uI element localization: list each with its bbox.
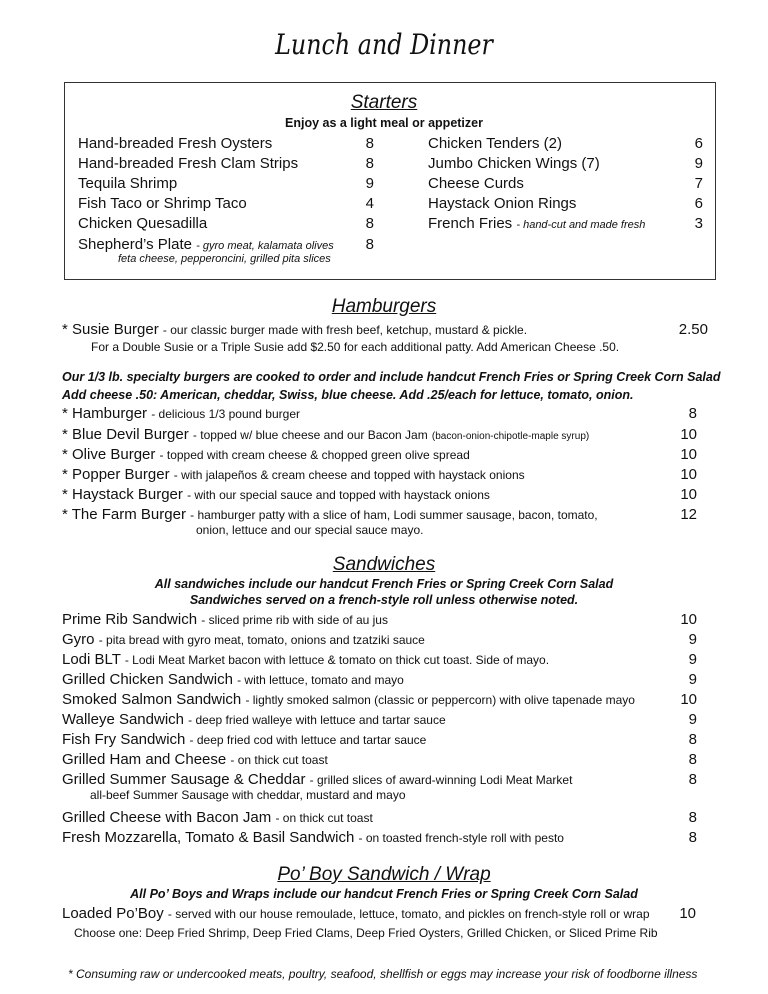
poboy-subtitle: All Po’ Boys and Wraps include our handcut French Fries or Spring Creek Corn Salad	[130, 887, 638, 901]
item-price: 10	[680, 611, 697, 628]
item-price: 8	[688, 829, 697, 846]
menu-item	[78, 135, 272, 152]
starters-subtitle: Enjoy as a light meal or appetizer	[285, 116, 483, 130]
menu-item	[62, 771, 572, 788]
starters-title: Starters	[350, 92, 418, 113]
item-name: * Olive Burger	[62, 446, 156, 463]
menu-item	[62, 486, 490, 503]
item-desc: - with lettuce, tomato and mayo	[237, 673, 404, 687]
item-price: 9	[688, 651, 697, 668]
item-price: 4	[365, 195, 374, 212]
item-name: * Hamburger	[62, 405, 148, 422]
item-desc: - hamburger patty with a slice of ham, Lodi summer sausage, bacon, tomato,	[190, 508, 598, 522]
item-name: Smoked Salmon Sandwich	[62, 691, 242, 708]
item-price: 8	[365, 236, 374, 253]
sandwiches-subtitle-2: Sandwiches served on a french-style roll unless otherwise noted.	[189, 593, 579, 607]
menu-item	[62, 751, 328, 768]
menu-item	[62, 691, 635, 708]
item-price: 10	[680, 446, 697, 463]
item-name: * Haystack Burger	[62, 486, 183, 503]
menu-item	[428, 195, 576, 212]
item-desc: - on thick cut toast	[275, 811, 373, 825]
item-name: Hand-breaded Fresh Clam Strips	[78, 155, 299, 172]
item-desc: - Lodi Meat Market bacon with lettuce & tomato on thick cut toast. Side of mayo.	[124, 653, 550, 667]
menu-item	[62, 671, 404, 688]
menu-item	[62, 426, 589, 443]
item-name: * Popper Burger	[62, 466, 170, 483]
item-name: Gyro	[62, 631, 95, 648]
menu-item	[62, 731, 426, 748]
item-price: 9	[688, 631, 697, 648]
item-name: French Fries	[428, 215, 513, 232]
menu-item	[62, 611, 388, 628]
item-desc: - delicious 1/3 pound burger	[151, 407, 300, 421]
item-price: 8	[688, 809, 697, 826]
item-name: Haystack Onion Rings	[428, 195, 577, 212]
item-price: 9	[365, 175, 374, 192]
item-name: * Susie Burger	[62, 321, 159, 338]
burger-info: Our 1/3 lb. specialty burgers are cooked to order and include handcut French Fries or Spring Creek Corn Salad	[62, 370, 721, 384]
menu-item	[62, 466, 525, 483]
item-name: Loaded Po’Boy	[62, 905, 164, 922]
item-desc: - with our special sauce and topped with haystack onions	[187, 488, 490, 502]
item-desc: - on toasted french-style roll with pesto	[358, 831, 564, 845]
item-desc: - hand-cut and made fresh	[516, 219, 646, 231]
item-name: Fish Taco or Shrimp Taco	[78, 195, 247, 212]
menu-item	[62, 829, 564, 846]
item-desc: - on thick cut toast	[230, 753, 328, 767]
page-title: Lunch and Dinner	[275, 28, 493, 61]
item-name: Cheese Curds	[428, 175, 524, 192]
menu-item	[62, 809, 373, 826]
item-name: Hand-breaded Fresh Oysters	[78, 135, 273, 152]
sandwiches-subtitle: All sandwiches include our handcut French Fries or Spring Creek Corn Salad	[154, 577, 614, 591]
item-price: 8	[688, 405, 697, 422]
menu-item	[62, 711, 446, 728]
menu-item	[428, 155, 600, 172]
menu-item	[428, 135, 562, 152]
item-price: 9	[688, 671, 697, 688]
item-name: * The Farm Burger	[62, 506, 186, 523]
footer-disclaimer: * Consuming raw or undercooked meats, poultry, seafood, shellfish or eggs may increase your risk of foodborne illness	[68, 967, 698, 981]
menu-item	[62, 446, 470, 463]
item-price: 8	[688, 751, 697, 768]
menu-item	[62, 321, 527, 338]
menu-item	[62, 506, 598, 523]
item-desc: - grilled slices of award-winning Lodi Meat Market	[309, 773, 573, 787]
item-price: 6	[694, 135, 703, 152]
item-desc-continued: onion, lettuce and our special sauce mayo.	[196, 523, 424, 537]
menu-item	[428, 215, 645, 232]
hamburgers-title: Hamburgers	[331, 296, 437, 317]
item-price: 8	[365, 215, 374, 232]
item-desc-continued: all-beef Summer Sausage with cheddar, mustard and mayo	[90, 788, 406, 802]
item-name: Grilled Cheese with Bacon Jam	[62, 809, 272, 826]
item-price: 10	[680, 486, 697, 503]
menu-item	[62, 905, 650, 922]
item-desc: - sliced prime rib with side of au jus	[201, 613, 388, 627]
item-price: 2.50	[678, 321, 708, 338]
item-name: * Blue Devil Burger	[62, 426, 189, 443]
item-name: Prime Rib Sandwich	[62, 611, 198, 628]
menu-item	[62, 631, 425, 648]
item-price: 6	[694, 195, 703, 212]
item-price: 3	[694, 215, 703, 232]
menu-item	[78, 215, 207, 232]
item-price: 10	[680, 426, 697, 443]
item-desc: - deep fried walleye with lettuce and tartar sauce	[188, 713, 446, 727]
item-name: Fish Fry Sandwich	[62, 731, 186, 748]
menu-item	[428, 175, 524, 192]
item-price: 8	[365, 135, 374, 152]
item-desc: - pita bread with gyro meat, tomato, onions and tzatziki sauce	[98, 633, 425, 647]
item-price: 10	[679, 905, 696, 922]
item-price: 8	[688, 771, 697, 788]
item-extra: (bacon-onion-chipotle-maple syrup)	[431, 431, 590, 442]
menu-item	[78, 155, 298, 172]
item-price: 8	[688, 731, 697, 748]
item-price: 10	[680, 466, 697, 483]
item-name: Fresh Mozzarella, Tomato & Basil Sandwich	[62, 829, 355, 846]
menu-item	[78, 175, 177, 192]
item-desc: - served with our house remoulade, lettuce, tomato, and pickles on french-style roll or wrap	[167, 907, 650, 921]
item-price: 8	[365, 155, 374, 172]
item-note: For a Double Susie or a Triple Susie add $2.50 for each additional patty. Add American Cheese .50.	[91, 340, 620, 354]
item-desc: - deep fried cod with lettuce and tartar sauce	[189, 733, 427, 747]
burger-cheese-info: Add cheese .50: American, cheddar, Swiss, blue cheese. Add .25/each for lettuce, tomato, onion.	[62, 388, 634, 402]
item-price: 12	[680, 506, 697, 523]
sandwiches-title: Sandwiches	[332, 554, 436, 575]
item-desc: - with jalapeños & cream cheese and topped with haystack onions	[173, 468, 525, 482]
menu-item	[62, 405, 300, 422]
item-name: Grilled Summer Sausage & Cheddar	[62, 771, 306, 788]
item-name: Jumbo Chicken Wings (7)	[428, 155, 600, 172]
item-name: Walleye Sandwich	[62, 711, 184, 728]
poboy-title: Po’ Boy Sandwich / Wrap	[277, 864, 491, 885]
item-desc: - lightly smoked salmon (classic or peppercorn) with olive tapenade mayo	[245, 693, 635, 707]
menu-item	[78, 236, 334, 253]
item-price: 9	[688, 711, 697, 728]
item-name: Lodi BLT	[62, 651, 121, 668]
item-note: Choose one: Deep Fried Shrimp, Deep Fried Clams, Deep Fried Oysters, Grilled Chicken, or Sliced Prime Rib	[74, 926, 658, 940]
menu-item	[62, 651, 549, 668]
menu-item	[78, 195, 247, 212]
item-name: Chicken Quesadilla	[78, 215, 208, 232]
item-desc-continued: feta cheese, pepperoncini, grilled pita slices	[118, 253, 331, 265]
item-desc: - our classic burger made with fresh beef, ketchup, mustard & pickle.	[162, 323, 528, 337]
item-name: Chicken Tenders (2)	[428, 135, 562, 152]
item-name: Grilled Chicken Sandwich	[62, 671, 233, 688]
item-desc: - topped with cream cheese & chopped green olive spread	[159, 448, 470, 462]
item-desc: - gyro meat, kalamata olives	[196, 240, 334, 252]
item-price: 7	[694, 175, 703, 192]
item-price: 10	[680, 691, 697, 708]
item-price: 9	[694, 155, 703, 172]
item-name: Shepherd’s Plate	[78, 236, 192, 253]
item-desc: - topped w/ blue cheese and our Bacon Jam	[192, 428, 428, 442]
item-name: Tequila Shrimp	[78, 175, 178, 192]
item-name: Grilled Ham and Cheese	[62, 751, 227, 768]
